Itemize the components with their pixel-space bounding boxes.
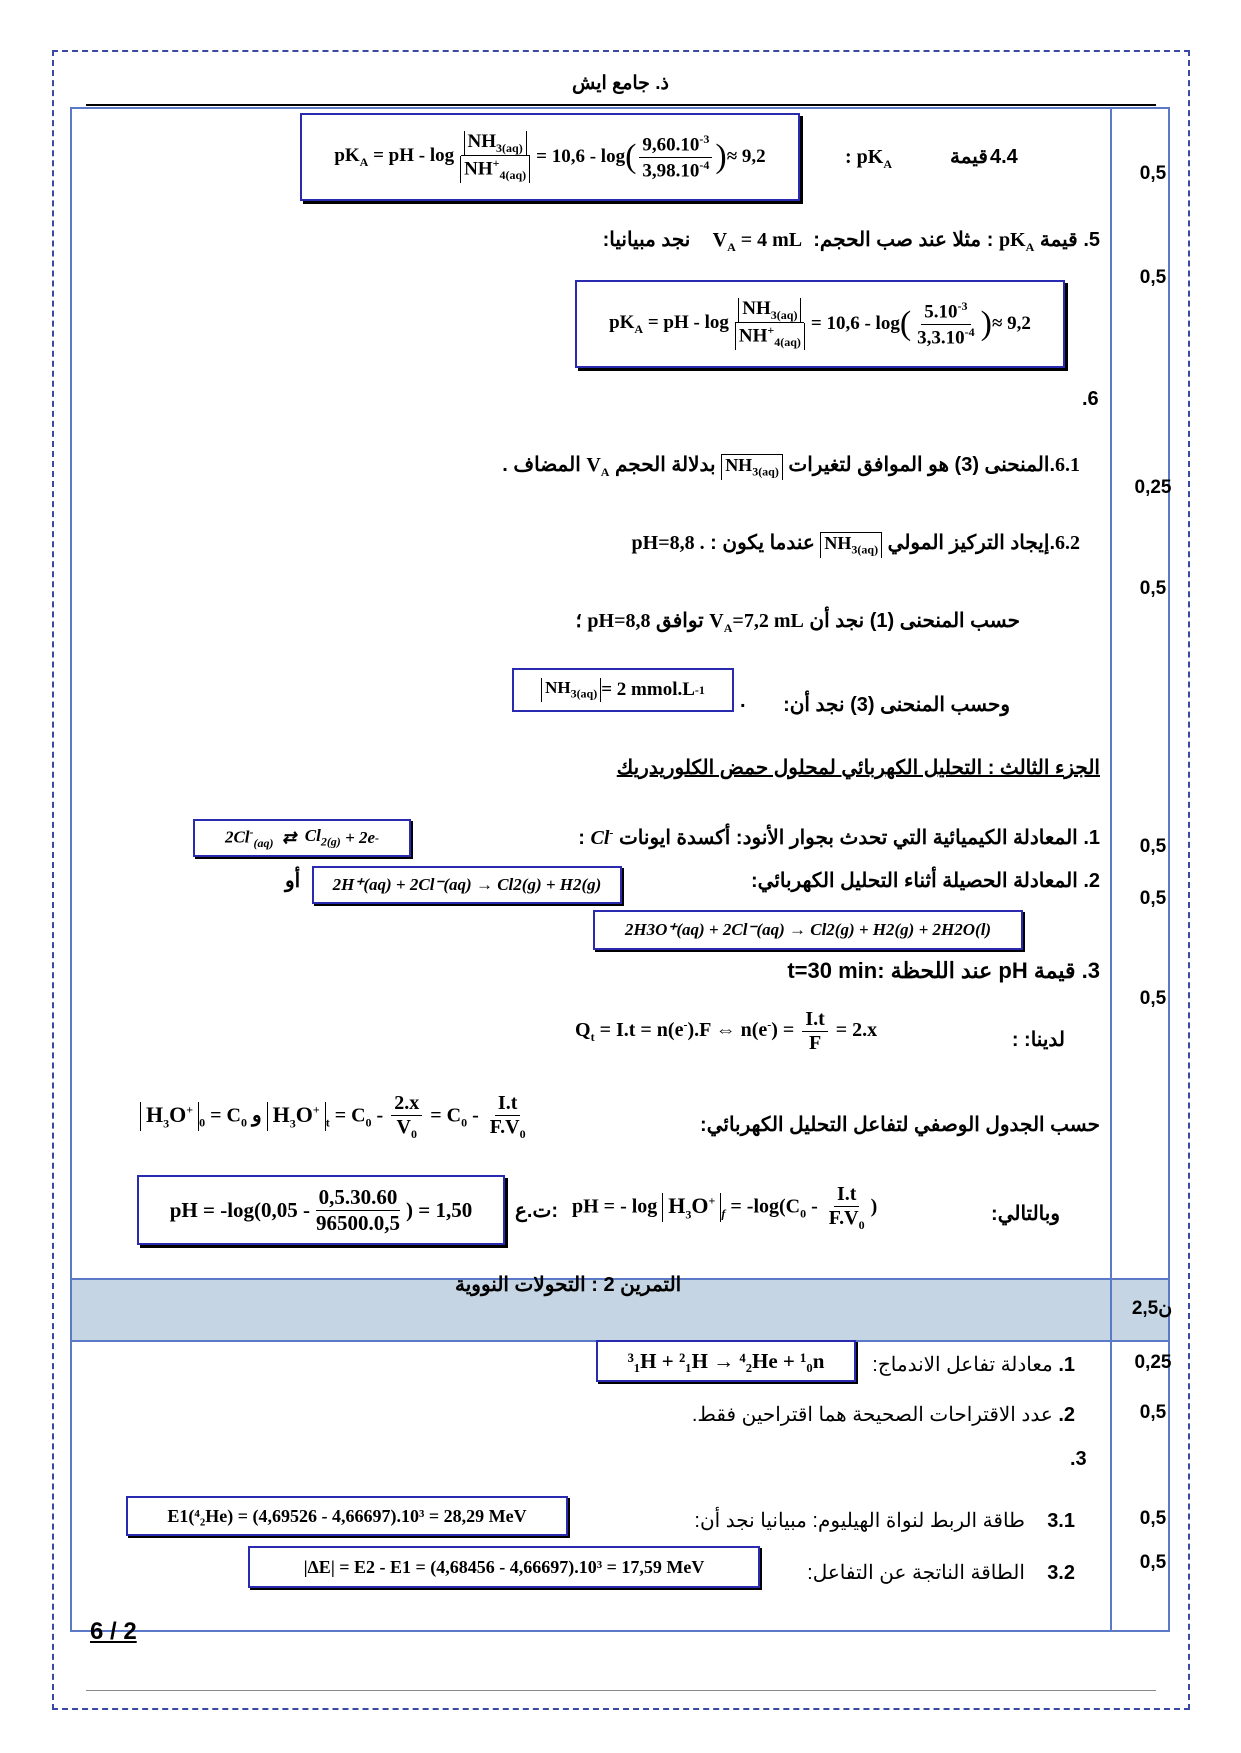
part3-q3-score: 0,5 bbox=[1139, 988, 1167, 1009]
part3-q3-table-text: حسب الجدول الوصفي لتفاعل التحليل الكهربائي: bbox=[700, 1114, 1100, 1136]
q44-lhs: $pK_A$ = pH - log bbox=[334, 144, 455, 169]
part3-q2-equation2-box: 2H3O⁺(aq) + 2Cl⁻(aq) → Cl2(g) + H2(g) + 2H2O(l) bbox=[593, 910, 1023, 950]
part3-q3-h3o-formula: $H_3O^+_0 = C_0$ و $H_3O^+_t = C_0$ - $\frac{2.x}{V_0}$ = $C_0$ - $\frac{I.t}{F.V_0}$ bbox=[140, 1092, 532, 1142]
part3-q3-have: لدينا: : bbox=[1011, 1029, 1065, 1051]
exercise2-title: التمرين 2 : التحولات النووية bbox=[455, 1274, 682, 1296]
part3-q2-or: أو bbox=[285, 870, 301, 892]
part3-q3-thus: وبالتالي: bbox=[991, 1203, 1060, 1225]
q5-score: 0,5 bbox=[1139, 267, 1167, 288]
q44-formula-box: $pK_A$ = pH - log $\frac{NH_{3(aq)}}{NH^+_{4(aq)}}$ = 10,6 - log ( $\frac{9,60.10^{-3}}{3,98.10^{-4}}$ ) ≈ 9,2 bbox=[300, 113, 800, 201]
part3-q1-score: 0,5 bbox=[1139, 836, 1167, 857]
q44-label: 4.4 bbox=[990, 146, 1018, 168]
page-number: 6 / 2 bbox=[90, 1618, 137, 1645]
ex2-q1-equation-box: ³₁H + ²₁H → ⁴₂He + ¹₀n bbox=[596, 1340, 856, 1382]
ex2-q3-label: .3 bbox=[1070, 1448, 1087, 1470]
part3-q3-line: 3. قيمة pH عند اللحظة t=30 min: bbox=[787, 958, 1100, 983]
ex2-q31-score: 0,5 bbox=[1139, 1508, 1167, 1529]
part3-q3-ph-formula: pH = - $\log H_3O^+_f = -\log(C_0$ - $\frac{I.t}{F.V_0}$ ) bbox=[572, 1183, 878, 1232]
ex2-q32-score: 0,5 bbox=[1139, 1552, 1167, 1573]
q5-formula-box: $pK_A$ = pH - log $\frac{NH_{3(aq)}}{NH^+_{4(aq)}}$ = 10,6 - log ( $\frac{5.10^{-3}}{3,3.10^{-4}}$ ) ≈ 9,2 bbox=[575, 280, 1065, 368]
part3-q2-score: 0,5 bbox=[1139, 888, 1167, 909]
ex2-q2-line: 2. عدد الاقتراحات الصحيحة هما اقتراحين فقط. bbox=[691, 1404, 1075, 1426]
part3-q1-equation-box: $2Cl^-_{(aq)}$ ⇄ $Cl_{2(g)}$ + 2e - bbox=[193, 819, 411, 857]
q62-curve3-text: وحسب المنحنى (3) نجد أن: bbox=[783, 694, 1010, 716]
q6-label: .6 bbox=[1082, 388, 1099, 410]
ex2-q32-line: 3.2 الطاقة الناتجة عن التفاعل: bbox=[807, 1562, 1075, 1584]
part3-q2-equation-box: 2H⁺(aq) + 2Cl⁻(aq) → Cl2(g) + H2(g) bbox=[312, 866, 622, 904]
part3-q2-line: 2. المعادلة الحصيلة أثناء التحليل الكهربائي: bbox=[751, 870, 1100, 892]
ex2-q31-equation-box: E1(⁴₂He) = (4,69526 - 4,66697).10³ = 28,29 MeV bbox=[126, 1496, 568, 1536]
score-column-divider-ex2 bbox=[1110, 1278, 1112, 1632]
footer-rule bbox=[86, 1690, 1156, 1691]
q61-score: 0,25 bbox=[1134, 477, 1172, 498]
part3-q3-result-box: pH = -log(0,05 - $\frac{0,5.30.60}{96500.0,5}$ ) = 1,50 bbox=[137, 1175, 505, 1245]
header-rule bbox=[86, 104, 1156, 106]
ex2-q2-score: 0,5 bbox=[1139, 1402, 1167, 1423]
part3-q3-te: ت.ع: bbox=[515, 1200, 558, 1222]
q62-curve1-line: حسب المنحنى (1) نجد أن $V_A=7,2$ mL توافق pH=8,8 ؛ bbox=[575, 610, 1020, 635]
part3-title: الجزء الثالث : التحليل الكهربائي لمحلول حمض الكلوريدريك bbox=[616, 757, 1100, 779]
q44-text: قيمة bbox=[950, 146, 988, 168]
part3-q1-line: 1. المعادلة الكيميائية التي تحدث بجوار الأنود: أكسدة ايونات Cl- : bbox=[578, 825, 1100, 849]
exercise2-score: ن2,5 bbox=[1131, 1298, 1173, 1319]
q44-score: 0,5 bbox=[1139, 163, 1167, 184]
part3-q3-charge-formula: $Q_t = I.t = n(e^-).F$ ⇔ n(e-) = $\frac{I.t}{F}$ = 2.x bbox=[575, 1008, 878, 1054]
q62-line: 6.2.إيجاد التركيز المولي $NH_{3(aq)}$ عندما يكون : pH=8,8 . bbox=[631, 532, 1080, 557]
q44-pka: : $pK_A$ bbox=[845, 146, 893, 171]
q62-score: 0,5 bbox=[1139, 578, 1167, 599]
ex2-q32-equation-box: |ΔE| = E2 - E1 = (4,68456 - 4,66697).10³ = 17,59 MeV bbox=[248, 1546, 760, 1588]
q62-result-box: $NH_{3(aq)}$ = 2 mmol.L -1 bbox=[512, 668, 734, 712]
q5-line: 5. قيمة $pK_A$ : مثلا عند صب الحجم: $V_A = 4$ mL نجد مبيانيا: bbox=[602, 229, 1100, 254]
q44-value-fraction: $\frac{9,60.10^{-3}}{3,98.10^{-4}}$ bbox=[639, 132, 712, 182]
q61-line: 6.1.المنحنى (3) هو الموافق لتغيرات $NH_{3(aq)}$ بدلالة الحجم $V_A$ المضاف . bbox=[502, 454, 1080, 479]
ex2-q1-score: 0,25 bbox=[1134, 1352, 1172, 1373]
ex2-q1-line: 1. معادلة تفاعل الاندماج: bbox=[872, 1354, 1075, 1376]
score-column-divider bbox=[1110, 107, 1112, 1278]
q44-fraction: $\frac{NH_{3(aq)}}{NH^+_{4(aq)}}$ bbox=[457, 131, 533, 184]
ex2-q31-line: 3.1 طاقة الربط لنواة الهيليوم: مبيانيا نجد أن: bbox=[694, 1510, 1075, 1532]
q62-dot: . bbox=[740, 690, 746, 712]
header-author: ذ. جامع ايش bbox=[572, 73, 669, 94]
